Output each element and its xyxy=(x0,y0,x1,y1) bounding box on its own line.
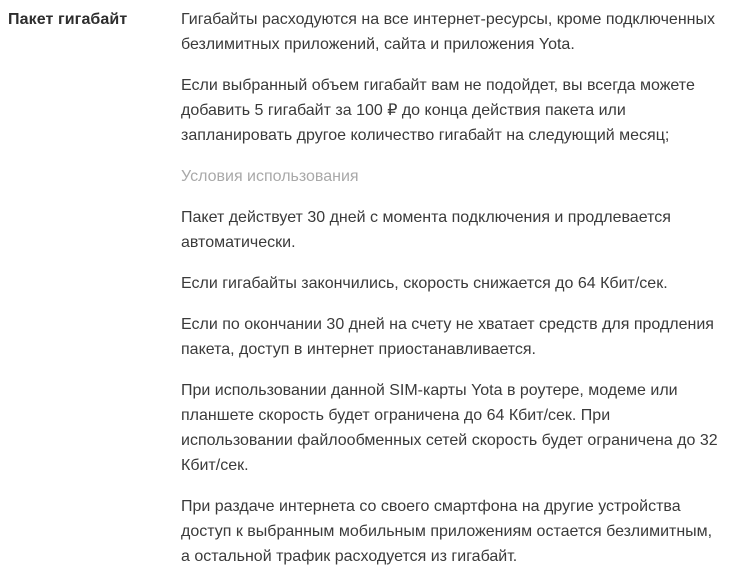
usage-terms-heading: Условия использования xyxy=(181,168,359,185)
paragraph-package-duration: Пакет действует 30 дней с момента подключения и продлевается автоматически. xyxy=(181,209,671,251)
paragraph-tethering: При раздаче интернета со своего смартфона на другие устройства доступ к выбранным мобильным приложениям остается безлимитным, а остальной трафик расходуется из гигабайт. xyxy=(181,498,713,565)
paragraph-add-gb: Если выбранный объем гигабайт вам не подойдет, вы всегда можете добавить 5 гигабайт за 100 ₽ до конца действия пакета или запланировать другое количество гигабайт на следующий месяц; xyxy=(181,77,695,144)
paragraph-sim-device-restrictions: При использовании данной SIM-карты Yota в роутере, модеме или планшете скорость будет ограничена до 64 Кбит/сек. При использовании файлообменных сетей скорость будет ограничена до 32 Кбит/сек. xyxy=(181,382,718,474)
section-content-column xyxy=(181,7,722,569)
paragraph-insufficient-funds: Если по окончании 30 дней на счету не хватает средств для продления пакета, доступ в интернет приостанавливается. xyxy=(181,316,714,358)
section-title-column xyxy=(8,7,181,32)
paragraph-speed-reduction: Если гигабайты закончились, скорость снижается до 64 Кбит/сек. xyxy=(181,275,668,292)
section-title: Пакет гигабайт xyxy=(8,11,128,28)
paragraph-gb-consumption: Гигабайты расходуются на все интернет-ресурсы, кроме подключенных безлимитных приложений, сайта и приложения Yota. xyxy=(181,11,715,53)
